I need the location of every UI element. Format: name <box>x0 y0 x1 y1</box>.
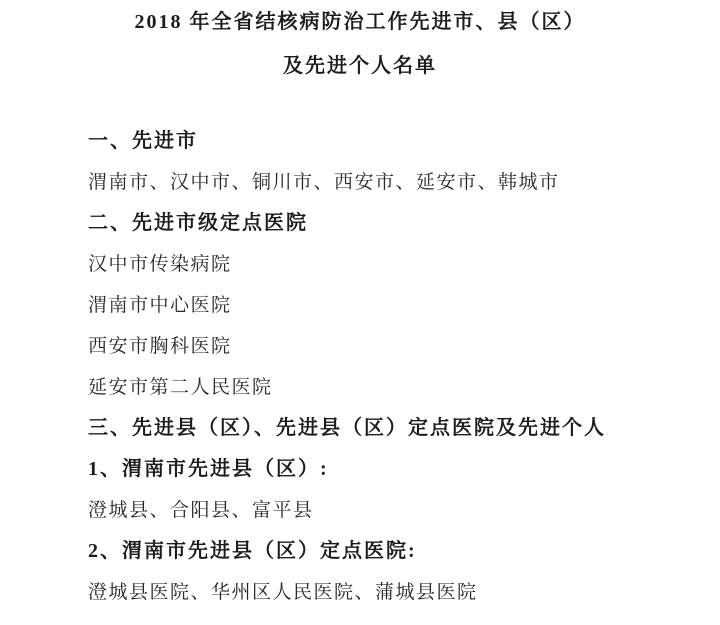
subsection-heading: 2、渭南市先进县（区）定点医院: <box>88 540 417 562</box>
page-title-line-1: 2018 年全省结核病防治工作先进市、县（区） <box>134 11 586 33</box>
list-item: 延安市第二人民医院 <box>88 377 273 398</box>
section-heading: 二、先进市级定点医院 <box>88 212 308 234</box>
list-item: 渭南市、汉中市、铜川市、西安市、延安市、韩城市 <box>88 172 560 193</box>
list-item: 澄城县医院、华州区人民医院、蒲城县医院 <box>88 582 478 603</box>
list-item: 澄城县、合阳县、富平县 <box>88 500 314 521</box>
list-item: 汉中市传染病院 <box>88 254 232 275</box>
section-heading: 一、先进市 <box>88 130 198 152</box>
page-title <box>0 0 720 88</box>
subsection-heading: 1、渭南市先进县（区）: <box>88 458 329 480</box>
section-heading: 三、先进县（区）、先进县（区）定点医院及先进个人 <box>88 417 606 439</box>
list-item: 渭南市中心医院 <box>88 295 232 316</box>
page-title-line-2: 及先进个人名单 <box>283 55 437 77</box>
list-item: 西安市胸科医院 <box>88 336 232 357</box>
document-body <box>0 121 720 613</box>
